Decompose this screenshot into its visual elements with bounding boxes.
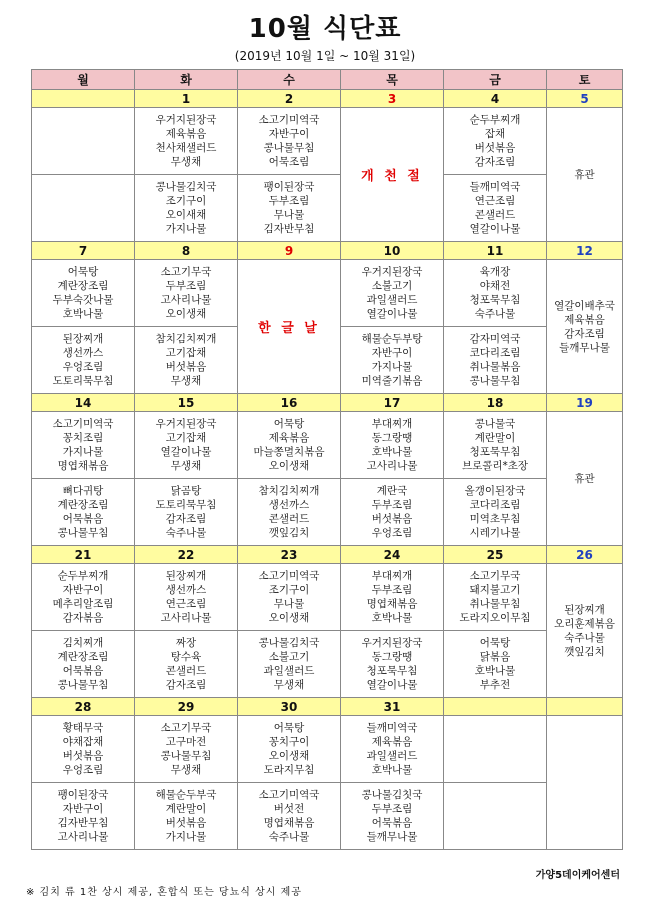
lunch-menu bbox=[341, 716, 444, 783]
menu-item: 호박나물 bbox=[371, 764, 413, 776]
menu-item: 뼈다귀탕 bbox=[62, 485, 104, 497]
menu-item: 우엉조림 bbox=[371, 527, 413, 539]
menu-item: 어묵탕 bbox=[273, 722, 305, 734]
menu-item: 참치김치찌개 bbox=[258, 485, 320, 497]
menu-item: 콩나물김치국 bbox=[258, 637, 320, 649]
dinner-menu bbox=[341, 327, 444, 394]
menu-item: 우거지된장국 bbox=[155, 114, 217, 126]
menu-item: 순두부찌개 bbox=[469, 114, 521, 126]
menu-item: 감자볶음 bbox=[62, 612, 104, 624]
menu-item: 도토리묵무침 bbox=[52, 375, 114, 387]
day-number-row bbox=[32, 698, 623, 716]
lunch-menu bbox=[341, 260, 444, 327]
menu-item: 계란국 bbox=[376, 485, 408, 497]
menu-item: 부추전 bbox=[479, 679, 511, 691]
weekday-fri: 금 bbox=[444, 70, 547, 90]
menu-item: 무생채 bbox=[170, 375, 202, 387]
menu-item: 숙주나물 bbox=[268, 831, 310, 843]
lunch-row bbox=[32, 716, 623, 783]
menu-item: 소고기무국 bbox=[160, 266, 212, 278]
menu-item: 호박나물 bbox=[62, 308, 104, 320]
menu-item: 자반구이 bbox=[62, 584, 104, 596]
menu-item: 소불고기 bbox=[268, 651, 310, 663]
day-number: 10 bbox=[341, 242, 444, 260]
dinner-menu bbox=[135, 175, 238, 242]
menu-item: 어묵탕 bbox=[67, 266, 99, 278]
menu-item: 제육볶음 bbox=[371, 736, 413, 748]
menu-item: 콘샐러드 bbox=[474, 209, 516, 221]
menu-item: 청포묵무침 bbox=[469, 294, 521, 306]
day-number: 25 bbox=[444, 546, 547, 564]
menu-item: 감자조림 bbox=[474, 156, 516, 168]
dinner-row bbox=[32, 175, 623, 242]
day-number: 30 bbox=[238, 698, 341, 716]
menu-item: 동그랑땡 bbox=[371, 651, 413, 663]
menu-item: 자반구이 bbox=[268, 128, 310, 140]
menu-item: 탕수육 bbox=[170, 651, 202, 663]
menu-item: 해물순두부국 bbox=[155, 789, 217, 801]
weekday-thu: 목 bbox=[341, 70, 444, 90]
menu-item: 두부조림 bbox=[371, 499, 413, 511]
menu-item: 코다리조림 bbox=[469, 499, 521, 511]
menu-item: 잡채 bbox=[484, 128, 506, 140]
menu-item: 된장찌개 bbox=[165, 570, 207, 582]
day-number-row bbox=[32, 242, 623, 260]
menu-item: 소불고기 bbox=[371, 280, 413, 292]
dinner-menu bbox=[341, 631, 444, 698]
menu-item: 제육볶음 bbox=[268, 432, 310, 444]
menu-item: 두부조림 bbox=[165, 280, 207, 292]
menu-item: 콩나물국 bbox=[474, 418, 516, 430]
menu-item: 짜장 bbox=[175, 637, 197, 649]
day-number: 17 bbox=[341, 394, 444, 412]
dinner-menu bbox=[444, 783, 547, 850]
dinner-row bbox=[32, 479, 623, 546]
day-number: 8 bbox=[135, 242, 238, 260]
menu-item: 고사리나물 bbox=[160, 294, 212, 306]
menu-item: 브로콜리*초장 bbox=[461, 460, 529, 472]
menu-item: 자반구이 bbox=[371, 347, 413, 359]
menu-item: 우거지된장국 bbox=[361, 266, 423, 278]
day-number: 21 bbox=[32, 546, 135, 564]
menu-item: 무생채 bbox=[170, 764, 202, 776]
menu-item: 무생채 bbox=[170, 156, 202, 168]
dinner-menu bbox=[135, 479, 238, 546]
weekday-mon: 월 bbox=[32, 70, 135, 90]
menu-item: 닭볶음 bbox=[479, 651, 511, 663]
weekday-wed: 수 bbox=[238, 70, 341, 90]
lunch-menu bbox=[444, 412, 547, 479]
day-number-row bbox=[32, 90, 623, 108]
lunch-menu bbox=[135, 108, 238, 175]
day-number: 22 bbox=[135, 546, 238, 564]
lunch-menu bbox=[238, 716, 341, 783]
day-number: 1 bbox=[135, 90, 238, 108]
menu-item: 청포묵무침 bbox=[469, 446, 521, 458]
menu-item: 호박나물 bbox=[371, 446, 413, 458]
menu-item: 오리훈제볶음 bbox=[554, 617, 615, 630]
menu-item: 조기구이 bbox=[165, 195, 207, 207]
menu-item: 소고기미역국 bbox=[52, 418, 114, 430]
menu-item: 고기잡채 bbox=[165, 347, 207, 359]
menu-item: 열갈이배추국 bbox=[554, 299, 615, 312]
weekday-tue: 화 bbox=[135, 70, 238, 90]
lunch-menu bbox=[32, 108, 135, 175]
menu-item: 감자조림 bbox=[165, 513, 207, 525]
menu-item: 마늘쫑멸치볶음 bbox=[253, 446, 325, 458]
menu-item: 두부숙갓나물 bbox=[52, 294, 114, 306]
day-number: 5 bbox=[547, 90, 623, 108]
lunch-menu bbox=[341, 412, 444, 479]
day-number: 19 bbox=[547, 394, 623, 412]
menu-item: 코다리조림 bbox=[469, 347, 521, 359]
day-number: 31 bbox=[341, 698, 444, 716]
menu-item: 계란장조림 bbox=[57, 280, 109, 292]
menu-item: 호박나물 bbox=[371, 612, 413, 624]
menu-item: 생선까스 bbox=[268, 499, 310, 511]
menu-item: 연근조림 bbox=[474, 195, 516, 207]
dinner-menu bbox=[238, 175, 341, 242]
day-number: 9 bbox=[238, 242, 341, 260]
menu-item: 감자조림 bbox=[564, 327, 605, 340]
menu-item: 숙주나물 bbox=[474, 308, 516, 320]
menu-item: 숙주나물 bbox=[564, 631, 605, 644]
menu-item: 꽁치조림 bbox=[62, 432, 104, 444]
menu-item: 들깨무나물 bbox=[559, 341, 610, 354]
menu-item: 미역줄기볶음 bbox=[361, 375, 423, 387]
lunch-row bbox=[32, 260, 623, 327]
menu-item: 취나물볶음 bbox=[469, 361, 521, 373]
menu-item: 김치찌개 bbox=[62, 637, 104, 649]
day-number: 24 bbox=[341, 546, 444, 564]
menu-item: 조기구이 bbox=[268, 584, 310, 596]
menu-item: 두부조림 bbox=[268, 195, 310, 207]
lunch-menu bbox=[135, 564, 238, 631]
menu-item: 콩나물무침 bbox=[57, 679, 109, 691]
lunch-menu bbox=[444, 564, 547, 631]
menu-item: 감자조림 bbox=[165, 679, 207, 691]
lunch-menu bbox=[32, 260, 135, 327]
day-number bbox=[444, 698, 547, 716]
dinner-menu bbox=[238, 783, 341, 850]
day-number: 23 bbox=[238, 546, 341, 564]
menu-item: 도토리묵무침 bbox=[155, 499, 217, 511]
day-number-row bbox=[32, 546, 623, 564]
menu-item: 호박나물 bbox=[474, 665, 516, 677]
menu-item: 버섯볶음 bbox=[474, 142, 516, 154]
dinner-menu bbox=[444, 175, 547, 242]
day-number: 16 bbox=[238, 394, 341, 412]
menu-item: 황태무국 bbox=[62, 722, 104, 734]
day-number: 2 bbox=[238, 90, 341, 108]
menu-item: 제육볶음 bbox=[564, 313, 605, 326]
menu-item: 휴관 bbox=[574, 168, 595, 181]
menu-item: 열갈이나물 bbox=[160, 446, 212, 458]
menu-item: 콩나물김치국 bbox=[155, 181, 217, 193]
lunch-menu bbox=[444, 108, 547, 175]
saturday-menu bbox=[547, 108, 623, 242]
day-number-row bbox=[32, 394, 623, 412]
menu-item: 계란장조림 bbox=[57, 651, 109, 663]
menu-item: 된장찌개 bbox=[564, 603, 605, 616]
dinner-menu bbox=[135, 783, 238, 850]
menu-item: 콩나물무침 bbox=[57, 527, 109, 539]
menu-item: 무나물 bbox=[273, 209, 305, 221]
menu-item: 소고기미역국 bbox=[258, 570, 320, 582]
lunch-menu bbox=[32, 412, 135, 479]
menu-item: 제육볶음 bbox=[165, 128, 207, 140]
day-number: 14 bbox=[32, 394, 135, 412]
menu-item: 감자미역국 bbox=[469, 333, 521, 345]
menu-item: 들깨미역국 bbox=[469, 181, 521, 193]
menu-item: 버섯볶음 bbox=[371, 513, 413, 525]
menu-item: 생선까스 bbox=[165, 584, 207, 596]
menu-item: 버섯볶음 bbox=[62, 750, 104, 762]
lunch-menu bbox=[444, 716, 547, 783]
day-number bbox=[547, 698, 623, 716]
menu-item: 두부조림 bbox=[371, 803, 413, 815]
dinner-menu bbox=[32, 479, 135, 546]
lunch-menu bbox=[238, 108, 341, 175]
menu-item: 참치김치찌개 bbox=[155, 333, 217, 345]
dinner-menu bbox=[444, 327, 547, 394]
menu-item: 콩나물김칫국 bbox=[361, 789, 423, 801]
menu-item: 야채전 bbox=[479, 280, 511, 292]
holiday-label: 한 글 날 bbox=[238, 260, 341, 394]
lunch-menu bbox=[135, 412, 238, 479]
menu-item: 고사리나물 bbox=[366, 460, 418, 472]
menu-item: 버섯볶음 bbox=[165, 817, 207, 829]
menu-item: 가지나물 bbox=[62, 446, 104, 458]
menu-item: 취나물무침 bbox=[469, 598, 521, 610]
menu-item: 과일샐러드 bbox=[263, 665, 315, 677]
menu-item: 우거지된장국 bbox=[361, 637, 423, 649]
center-name: 가양5데이케어센터 bbox=[535, 870, 620, 881]
menu-item: 콩나물무침 bbox=[469, 375, 521, 387]
menu-item: 콘샐러드 bbox=[268, 513, 310, 525]
menu-item: 명엽채볶음 bbox=[57, 460, 109, 472]
menu-item: 숙주나물 bbox=[165, 527, 207, 539]
lunch-row bbox=[32, 412, 623, 479]
menu-item: 가지나물 bbox=[165, 223, 207, 235]
menu-item: 콩나물무침 bbox=[160, 750, 212, 762]
menu-item: 어묵조림 bbox=[268, 156, 310, 168]
lunch-menu bbox=[135, 260, 238, 327]
dinner-menu bbox=[32, 327, 135, 394]
menu-item: 도라지무침 bbox=[263, 764, 315, 776]
dinner-menu bbox=[135, 327, 238, 394]
date-range: (2019년 10월 1일 ~ 10월 31일) bbox=[234, 49, 416, 63]
menu-item: 꽁치구이 bbox=[268, 736, 310, 748]
menu-item: 어묵탕 bbox=[479, 637, 511, 649]
lunch-row bbox=[32, 108, 623, 175]
menu-item: 어묵탕 bbox=[273, 418, 305, 430]
page-title: 10월 식단표 bbox=[248, 14, 402, 44]
dinner-menu bbox=[444, 631, 547, 698]
menu-item: 명엽채볶음 bbox=[366, 598, 418, 610]
lunch-menu bbox=[444, 260, 547, 327]
weekday-sat: 토 bbox=[547, 70, 623, 90]
menu-item: 부대찌개 bbox=[371, 570, 413, 582]
menu-item: 미역초무침 bbox=[469, 513, 521, 525]
dinner-menu bbox=[238, 631, 341, 698]
menu-item: 된장찌개 bbox=[62, 333, 104, 345]
dinner-menu bbox=[32, 175, 135, 242]
weekday-header-row bbox=[32, 70, 623, 90]
saturday-menu bbox=[547, 564, 623, 698]
menu-item: 우엉조림 bbox=[62, 764, 104, 776]
menu-item: 시레기나물 bbox=[469, 527, 521, 539]
menu-item: 야채잡채 bbox=[62, 736, 104, 748]
menu-item: 버섯전 bbox=[273, 803, 305, 815]
day-number: 26 bbox=[547, 546, 623, 564]
saturday-menu bbox=[547, 412, 623, 546]
day-number: 18 bbox=[444, 394, 547, 412]
menu-item: 어묵볶음 bbox=[62, 513, 104, 525]
dinner-row bbox=[32, 631, 623, 698]
menu-item: 소고기미역국 bbox=[258, 114, 320, 126]
menu-item: 자반구이 bbox=[62, 803, 104, 815]
saturday-menu bbox=[547, 716, 623, 850]
lunch-menu bbox=[135, 716, 238, 783]
day-number: 29 bbox=[135, 698, 238, 716]
dinner-menu bbox=[238, 479, 341, 546]
lunch-menu bbox=[238, 564, 341, 631]
menu-item: 오이새채 bbox=[165, 209, 207, 221]
menu-item: 닭곰탕 bbox=[170, 485, 202, 497]
menu-item: 메추리알조림 bbox=[52, 598, 114, 610]
day-number: 15 bbox=[135, 394, 238, 412]
menu-item: 과일샐러드 bbox=[366, 294, 418, 306]
menu-item: 생선까스 bbox=[62, 347, 104, 359]
menu-item: 우엉조림 bbox=[62, 361, 104, 373]
dinner-menu bbox=[32, 631, 135, 698]
day-number: 4 bbox=[444, 90, 547, 108]
menu-item: 과일샐러드 bbox=[366, 750, 418, 762]
menu-item: 명엽채볶음 bbox=[263, 817, 315, 829]
lunch-row bbox=[32, 564, 623, 631]
menu-item: 오이생채 bbox=[268, 750, 310, 762]
menu-item: 어묵볶음 bbox=[371, 817, 413, 829]
menu-item: 열갈이나물 bbox=[366, 308, 418, 320]
saturday-menu bbox=[547, 260, 623, 394]
dinner-row bbox=[32, 783, 623, 850]
menu-item: 도라지오이무침 bbox=[459, 612, 531, 624]
lunch-menu bbox=[238, 412, 341, 479]
menu-item: 들깨무나물 bbox=[366, 831, 418, 843]
menu-item: 가지나물 bbox=[371, 361, 413, 373]
menu-item: 계란장조림 bbox=[57, 499, 109, 511]
day-number bbox=[32, 90, 135, 108]
menu-item: 무생채 bbox=[273, 679, 305, 691]
menu-item: 소고기무국 bbox=[469, 570, 521, 582]
menu-item: 부대찌개 bbox=[371, 418, 413, 430]
menu-item: 김자반무침 bbox=[57, 817, 109, 829]
menu-item: 두부조림 bbox=[371, 584, 413, 596]
menu-item: 무나물 bbox=[273, 598, 305, 610]
day-number: 7 bbox=[32, 242, 135, 260]
menu-item: 오이생채 bbox=[268, 460, 310, 472]
menu-item: 휴관 bbox=[574, 472, 595, 485]
dinner-menu bbox=[444, 479, 547, 546]
menu-item: 해물순두부탕 bbox=[361, 333, 423, 345]
menu-item: 순두부찌개 bbox=[57, 570, 109, 582]
day-number: 28 bbox=[32, 698, 135, 716]
menu-item: 열갈이나물 bbox=[469, 223, 521, 235]
menu-item: 팽이된장국 bbox=[57, 789, 109, 801]
menu-item: 연근조림 bbox=[165, 598, 207, 610]
dinner-menu bbox=[341, 783, 444, 850]
footnote: ※ 김치 류 1찬 상시 제공, 혼합식 또는 당뇨식 상시 제공 bbox=[26, 887, 302, 898]
lunch-menu bbox=[32, 564, 135, 631]
menu-item: 육개장 bbox=[479, 266, 511, 278]
menu-item: 열갈이나물 bbox=[366, 679, 418, 691]
menu-item: 고사리나물 bbox=[160, 612, 212, 624]
holiday-label: 개 천 절 bbox=[341, 108, 444, 242]
meal-calendar bbox=[31, 69, 623, 850]
menu-item: 어묵볶음 bbox=[62, 665, 104, 677]
menu-item: 오이생채 bbox=[268, 612, 310, 624]
menu-item: 버섯볶음 bbox=[165, 361, 207, 373]
menu-item: 소고기무국 bbox=[160, 722, 212, 734]
menu-item: 계란말이 bbox=[165, 803, 207, 815]
menu-item: 들깨미역국 bbox=[366, 722, 418, 734]
menu-item: 동그랑땡 bbox=[371, 432, 413, 444]
day-number: 12 bbox=[547, 242, 623, 260]
menu-item: 오이생채 bbox=[165, 308, 207, 320]
day-number: 11 bbox=[444, 242, 547, 260]
menu-item: 고구마전 bbox=[165, 736, 207, 748]
menu-item: 고기잡채 bbox=[165, 432, 207, 444]
menu-item: 천사채샐러드 bbox=[155, 142, 217, 154]
menu-item: 우거지된장국 bbox=[155, 418, 217, 430]
lunch-menu bbox=[32, 716, 135, 783]
day-number: 3 bbox=[341, 90, 444, 108]
dinner-menu bbox=[32, 783, 135, 850]
menu-item: 돼지불고기 bbox=[469, 584, 521, 596]
menu-item: 팽이된장국 bbox=[263, 181, 315, 193]
dinner-menu bbox=[135, 631, 238, 698]
menu-item: 무생채 bbox=[170, 460, 202, 472]
menu-item: 콩나물무침 bbox=[263, 142, 315, 154]
menu-item: 깻잎김치 bbox=[564, 645, 605, 658]
lunch-menu bbox=[341, 564, 444, 631]
menu-item: 가지나물 bbox=[165, 831, 207, 843]
menu-item: 깻잎김치 bbox=[268, 527, 310, 539]
menu-item: 고사리나물 bbox=[57, 831, 109, 843]
menu-item: 콘샐러드 bbox=[165, 665, 207, 677]
menu-item: 김자반무침 bbox=[263, 223, 315, 235]
menu-item: 청포묵무침 bbox=[366, 665, 418, 677]
menu-item: 소고기미역국 bbox=[258, 789, 320, 801]
dinner-menu bbox=[341, 479, 444, 546]
menu-item: 올갱이된장국 bbox=[464, 485, 526, 497]
menu-item: 계란말이 bbox=[474, 432, 516, 444]
